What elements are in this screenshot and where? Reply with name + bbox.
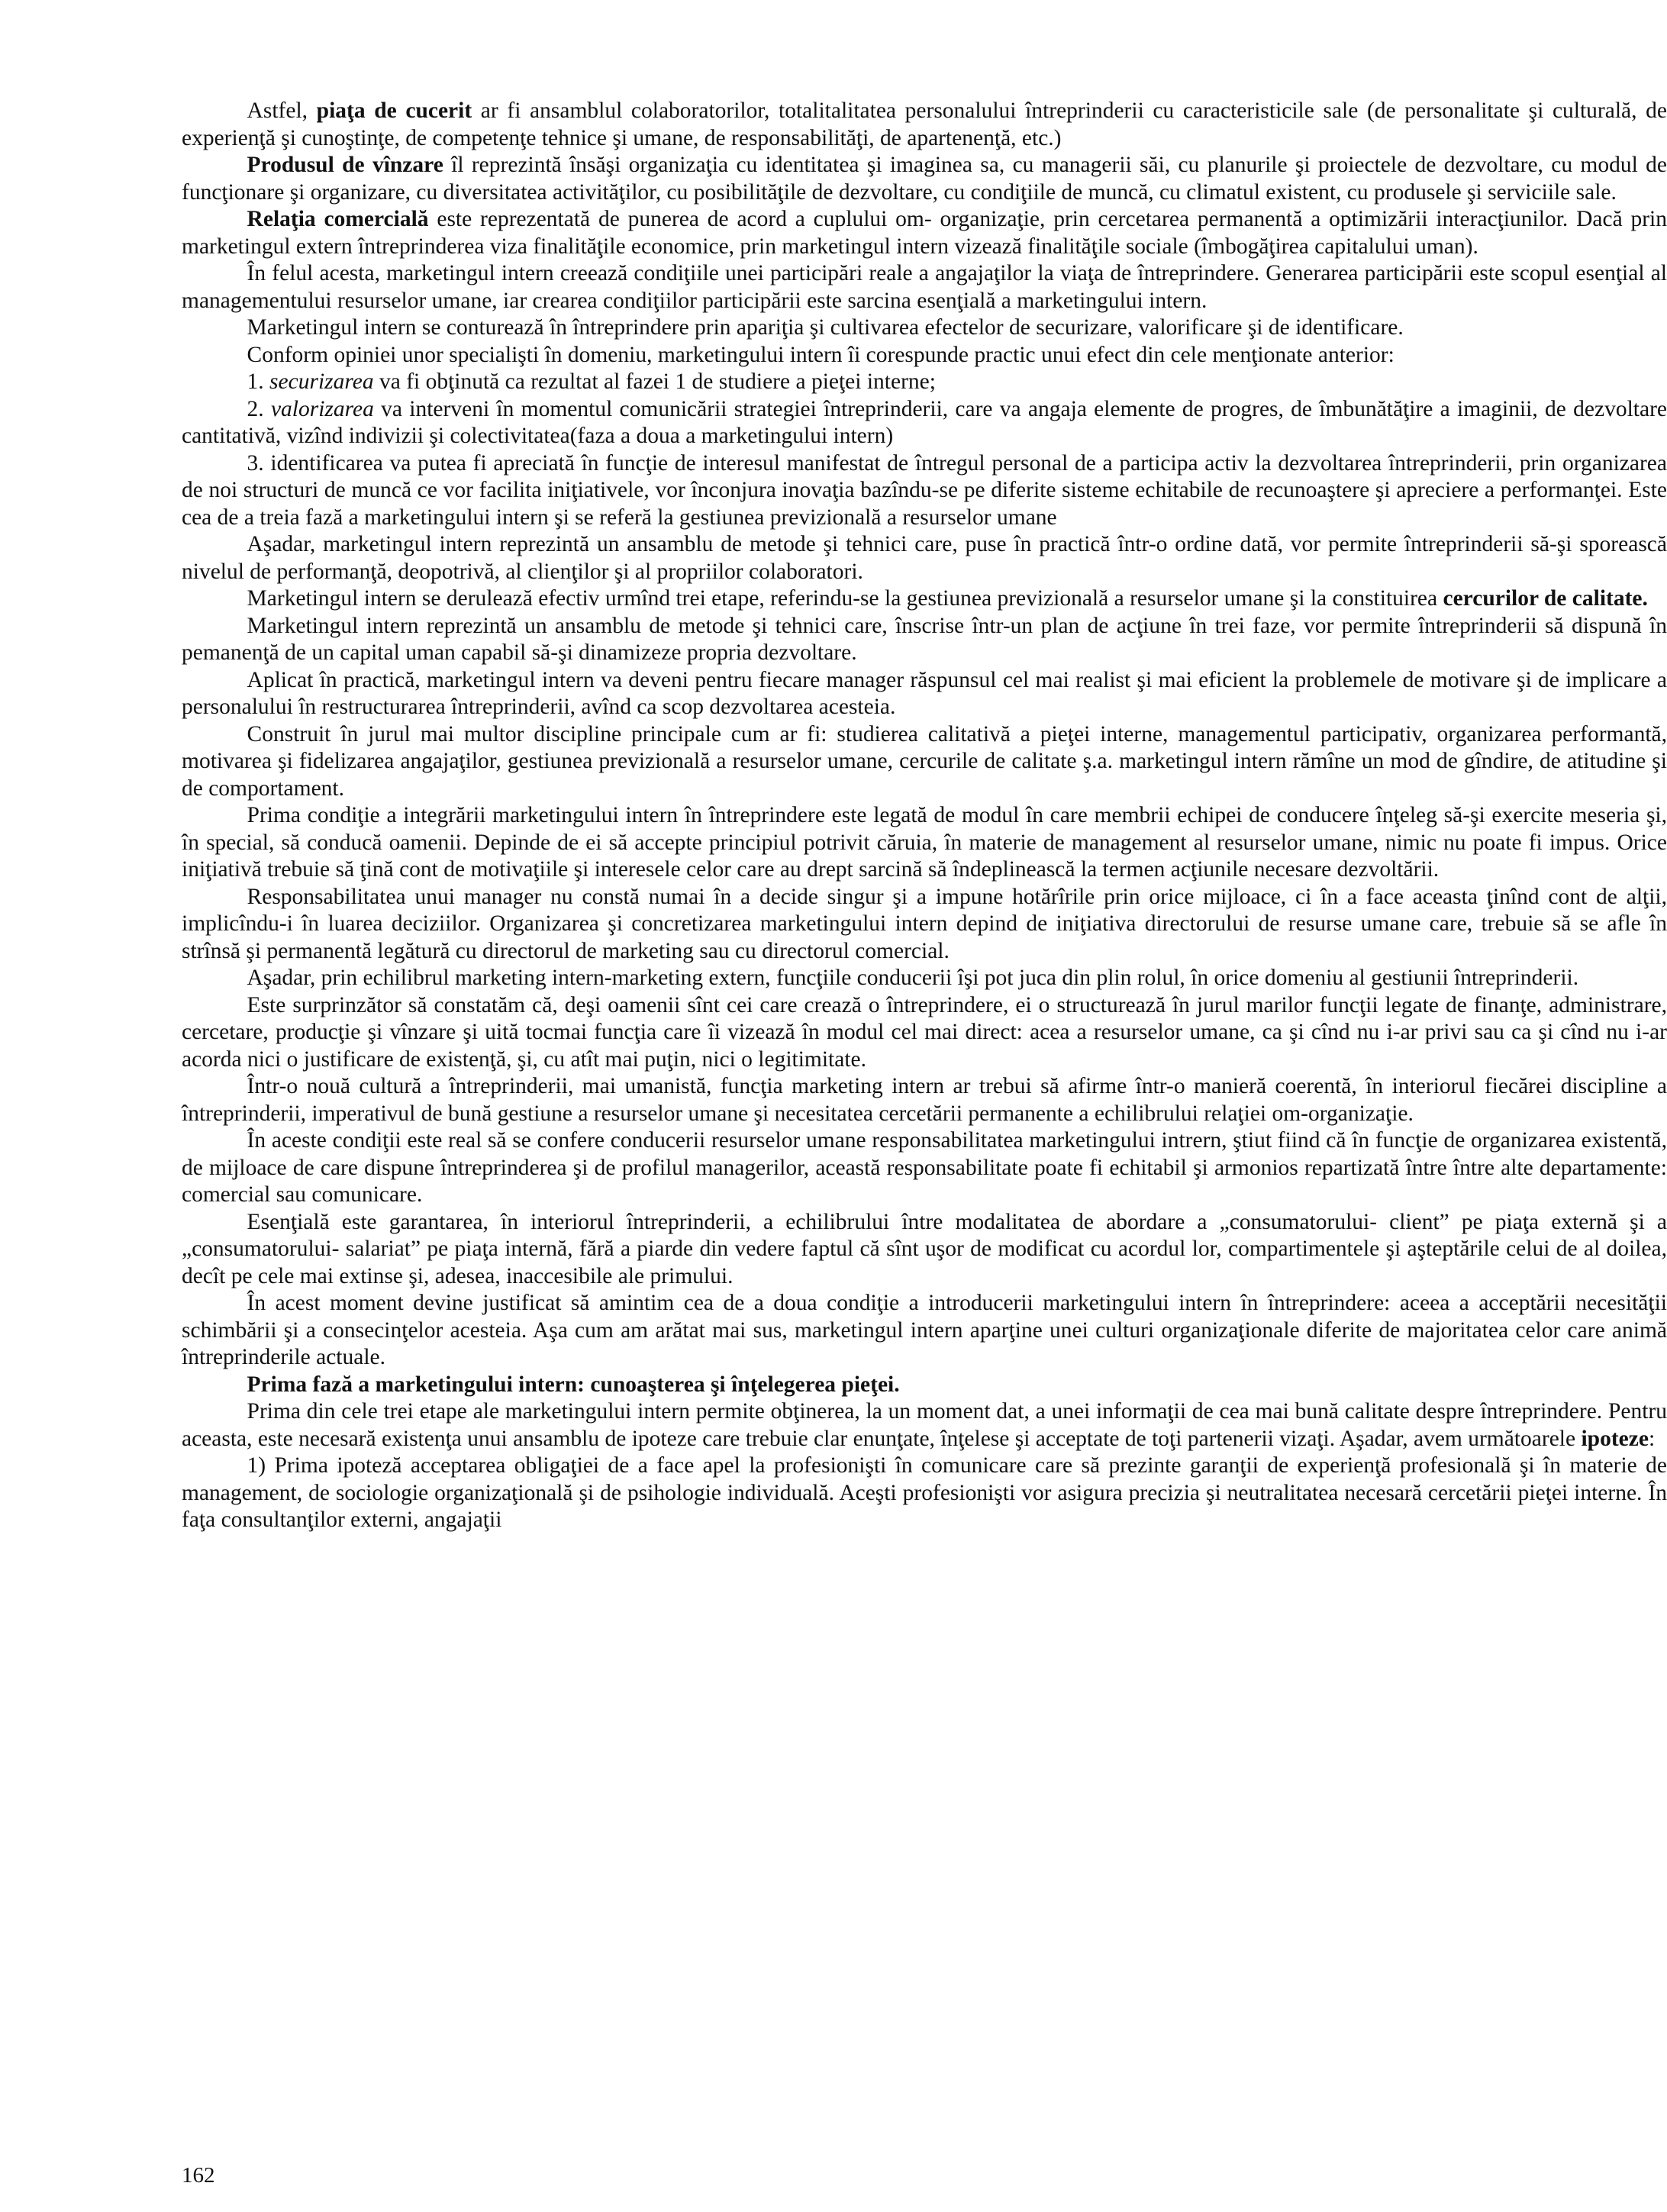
text-run: va fi obţinută ca rezultat al fazei 1 de studiere a pieţei interne; — [373, 369, 936, 394]
paragraph — [182, 802, 1667, 884]
bold-text: ipoteze — [1581, 1426, 1649, 1451]
paragraph — [182, 342, 1667, 369]
paragraph — [182, 721, 1667, 803]
paragraph — [182, 965, 1667, 992]
paragraph — [182, 1453, 1667, 1534]
text-run: 2. — [247, 396, 271, 421]
bold-text: Relaţia comercială — [247, 207, 429, 231]
page-number: 162 — [182, 2163, 215, 2188]
bold-text: piaţa de cucerit — [316, 98, 472, 123]
italic-text: securizarea — [269, 369, 374, 394]
bold-text: Prima fază a marketingului intern: cunoaşterea şi înţelegerea pieţei. — [247, 1372, 900, 1397]
paragraph — [182, 369, 1667, 396]
paragraph — [182, 1127, 1667, 1209]
text-run: În felul acesta, marketingul intern creează condiţiile unei participări reale a angajaţilor la viaţa de întreprindere. Generarea participării este scopul esenţial al managementului resurselor umane, iar crearea condiţiilor participării este sarcina esenţială a marketingului intern. — [182, 261, 1667, 313]
paragraph — [182, 585, 1667, 613]
text-run: Aşadar, prin echilibrul marketing intern-marketing extern, funcţiile conducerii îşi pot juca din plin rolul, în orice domeniu al gestiunii întreprinderii. — [247, 966, 1579, 990]
paragraph — [182, 314, 1667, 342]
paragraph — [182, 260, 1667, 314]
text-run: Conform opiniei unor specialişti în domeniu, marketingului intern îi corespunde practic unui efect din cele menţionate anterior: — [247, 342, 1395, 367]
text-run: Este surprinzător să constatăm că, deşi oamenii sînt cei care crează o întreprindere, ei o structurează în jurul marilor funcţii legate de finanţe, administrare, cercetare, producţie şi vînzare şi uită tocmai funcţia care îi vizează în modul cel mai direct: acea a resurselor umane, ca şi cînd nu i-ar privi sau ca şi cînd nu i-ar acorda nici o justificare de existenţă, şi, cu atît mai puţin, nici o legitimitate. — [182, 992, 1667, 1072]
paragraph — [182, 992, 1667, 1074]
bold-text: Produsul de vînzare — [247, 153, 443, 177]
text-run: Responsabilitatea unui manager nu constă numai în a decide singur şi a impune hotărîrile prin orice mijloace, ci în a face aceasta ţinînd cont de alţii, implicîndu-i în luarea deciziilor. Organizarea şi concretizarea marketingului intern depind de iniţiativa directorului de resurse umane care, trebuie să se afle în strînsă şi permanentă legătură cu directorul de marketing sau cu directorul comercial. — [182, 884, 1667, 963]
text-run: Marketingul intern se conturează în întreprindere prin apariţia şi cultivarea efectelor de securizare, valorificare şi de identificare. — [247, 315, 1404, 340]
paragraph — [182, 667, 1667, 721]
text-run: este reprezentată de punerea de acord a cuplului om- organizaţie, prin cercetarea permanentă a optimizării interacţiunilor. Dacă prin marketingul extern întreprinderea viza finalităţile economice, prin marketingul intern vizează finalităţile sociale (îmbogăţirea capitalului uman). — [182, 207, 1667, 259]
text-run: Esenţială este garantarea, în interiorul întreprinderii, a echilibrului între modalitatea de abordare a „consumatorului- client” pe piaţa externă şi a „consumatorului- salariat” pe piaţa internă, fără a piarde din vedere faptul că sînt uşor de modificat cu acordul lor, compartimentele şi aşteptările celui de al doilea, decît pe cele mai extinse şi, adesea, inaccesibile ale primului. — [182, 1209, 1667, 1288]
document-body — [182, 98, 1667, 1534]
paragraph — [182, 1372, 1667, 1399]
text-run: va interveni în momentul comunicării strategiei întreprinderii, care va angaja elemente de progres, de îmbunătăţire a imaginii, de dezvoltare cantitativă, vizînd indivizii şi colectivitatea(faza a doua a marketingului intern) — [182, 396, 1667, 448]
text-run: : — [1648, 1426, 1656, 1451]
text-run: În aceste condiţii este real să se confere conducerii resurselor umane responsabilitatea marketingului intrern, ştiut fiind că în funcţie de organizarea existentă, de mijloace de care dispune întreprinderea şi de profilul managerilor, această responsabilitate poate fi echitabil şi armonios repartizată între între alte departamente: comercial sau comunicare. — [182, 1128, 1667, 1207]
bold-text: cercurilor de calitate. — [1443, 586, 1648, 611]
paragraph — [182, 1398, 1667, 1453]
text-run: Construit în jurul mai multor discipline principale cum ar fi: studierea calitativă a pieţei interne, managementul participativ, organizarea performantă, motivarea şi fidelizarea angajaţilor, gestiunea previzională a resurselor umane, cercurile de calitate ş.a. marketingul intern rămîne un mod de gîndire, de atitudine şi de comportament. — [182, 721, 1667, 801]
text-run: Astfel, — [247, 98, 317, 123]
text-run: Aşadar, marketingul intern reprezintă un ansamblu de metode şi tehnici care, puse în practică într-o ordine dată, vor permite întreprinderii să-şi sporească nivelul de performanţă, deopotrivă, al clienţilor şi al propriilor colaboratori. — [182, 532, 1667, 584]
paragraph — [182, 206, 1667, 260]
text-run: Prima condiţie a integrării marketingului intern în întreprindere este legată de modul în care membrii echipei de conducere înţeleg să-şi exercite meseria şi, în special, să conducă oamenii. Depinde de ei să accepte principiul potrivit căruia, în materie de management al resurselor umane, nimic nu poate fi impus. Orice iniţiativă trebuie să ţină cont de motivaţiile şi interesele celor care au drept sarcină să îndeplinească la termen acţiunile necesare dezvoltării. — [182, 803, 1667, 882]
text-run: Într-o nouă cultură a întreprinderii, mai umanistă, funcţia marketing intern ar trebui să afirme într-o manieră coerentă, în interiorul fiecărei discipline a întreprinderii, imperativul de bună gestiune a resurselor umane şi necesitatea cercetării permanente a echilibrului relaţiei om-organizaţie. — [182, 1074, 1667, 1126]
paragraph — [182, 98, 1667, 152]
paragraph — [182, 531, 1667, 585]
text-run: 1) Prima ipoteză acceptarea obligaţiei de a face apel la profesionişti în comunicare care să prezinte garanţii de experienţă profesională şi în materie de management, de sociologie organizaţională şi de psihologie individuală. Aceşti profesionişti vor asigura precizia şi neutralitatea necesară cercetării pieţei interne. În faţa consultanţilor externi, angajaţii — [182, 1453, 1667, 1532]
text-run: Prima din cele trei etape ale marketingului intern permite obţinerea, la un moment dat, a unei informaţii de cea mai bună calitate despre întreprindere. Pentru aceasta, este necesară existenţa unui ansamblu de ipoteze care trebuie clar enunţate, înţelese şi acceptate de toţi partenerii vizaţi. Aşadar, avem următoarele — [182, 1399, 1667, 1451]
paragraph — [182, 450, 1667, 532]
text-run: În acest moment devine justificat să amintim cea de a doua condiţie a introducerii marketingului intern în întreprindere: aceea a acceptării necesităţii schimbării şi a consecinţelor acesteia. Aşa cum am arătat mai sus, marketingul intern aparţine unei culturi organizaţionale diferite de majoritatea celor care animă întreprinderile actuale. — [182, 1291, 1667, 1369]
paragraph — [182, 396, 1667, 450]
paragraph — [182, 1209, 1667, 1291]
paragraph — [182, 884, 1667, 966]
text-run: Marketingul intern reprezintă un ansamblu de metode şi tehnici care, înscrise într-un plan de acţiune în trei faze, vor permite întreprinderii să dispună în pemanenţă de un capital uman capabil să-şi dinamizeze propria dezvoltare. — [182, 613, 1667, 665]
paragraph — [182, 613, 1667, 667]
text-run: ar fi ansamblul colaboratorilor, totalitalitatea personalului întreprinderii cu caracteristicile sale (de personalitate şi culturală, de experienţă şi cunoştinţe, de competenţe tehnice şi umane, de responsabilităţi, de apartenenţă, etc.) — [182, 98, 1667, 150]
italic-text: valorizarea — [270, 396, 374, 421]
text-run: Aplicat în practică, marketingul intern va deveni pentru fiecare manager răspunsul cel mai realist şi mai eficient la problemele de motivare şi de implicare a personalului în restructurarea întreprinderii, avînd ca scop dezvoltarea acesteia. — [182, 667, 1667, 719]
text-run: 3. identificarea va putea fi apreciată în funcţie de interesul manifestat de întregul personal de a participa activ la dezvoltarea întreprinderii, prin organizarea de noi structuri de muncă ce vor facilita iniţiativele, vor înconjura inovaţia bazîndu-se pe diferite sisteme echitabile de recunoaştere şi apreciere a performanţei. Este cea de a treia fază a marketingului intern şi se referă la gestiunea previzională a resurselor umane — [182, 450, 1667, 530]
text-run: 1. — [247, 369, 270, 394]
paragraph — [182, 1073, 1667, 1127]
text-run: îl reprezintă însăşi organizaţia cu identitatea şi imaginea sa, cu managerii săi, cu planurile şi proiectele de dezvoltare, cu modul de funcţionare şi organizare, cu diversitatea activităţilor, cu posibilităţile de dezvoltare, cu condiţiile de muncă, cu climatul existent, cu produsele şi serviciile sale. — [182, 153, 1667, 205]
paragraph — [182, 152, 1667, 206]
text-run: Marketingul intern se derulează efectiv urmînd trei etape, referindu-se la gestiunea previzională a resurselor umane şi la constituirea — [247, 586, 1443, 611]
paragraph — [182, 1290, 1667, 1372]
